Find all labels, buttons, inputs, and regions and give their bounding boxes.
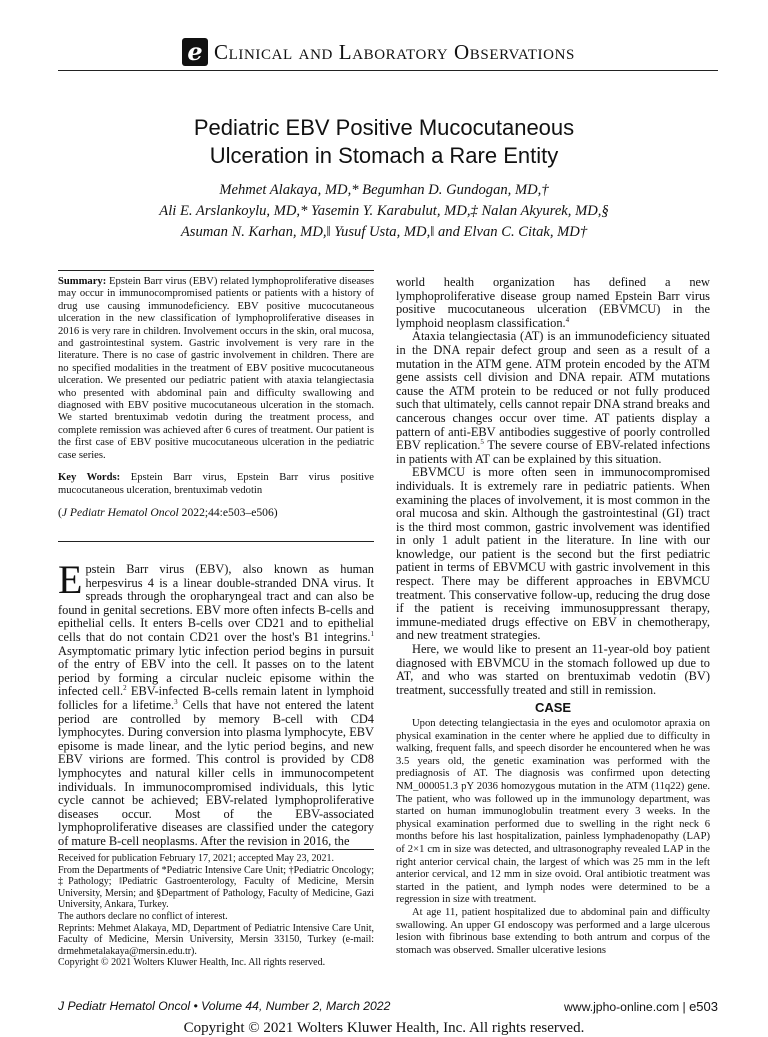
keywords-label: Key Words:	[58, 472, 121, 484]
intro-paragraph-who	[396, 276, 710, 330]
author-line-3: Asuman N. Karhan, MD,‖ Yusuf Usta, MD,‖ and Elvan C. Citak, MD†	[180, 224, 588, 240]
case-paragraph-2: At age 11, patient hospitalized due to abdominal pain and difficulty swallowing. An upper GI endoscopy was performed and a large ulcerous lesion with fibrinous base extending to both antrum and corpus of the stomach was observed. Smaller ulcerative lesions	[396, 906, 710, 956]
ref-1: 1	[370, 629, 374, 638]
footer-journal-info: J Pediatr Hematol Oncol • Volume 44, Number 2, March 2022	[58, 999, 391, 1013]
ref-4: 4	[565, 315, 570, 324]
author-line-1: Mehmet Alakaya, MD,* Begumhan D. Gundogan, MD,†	[219, 182, 549, 198]
case-body	[396, 718, 710, 957]
ref-2: 2	[123, 684, 127, 693]
abstract-block	[58, 276, 374, 519]
intro-left-column	[58, 557, 374, 848]
footer-page-info	[564, 999, 718, 1014]
abstract-top-rule	[58, 270, 374, 271]
summary-label: Summary:	[58, 276, 107, 287]
author-list	[0, 180, 768, 243]
title-line-2: Ulceration in Stomach a Rare Entity	[209, 143, 559, 168]
footer-website-link[interactable]: www.jpho-online.com	[563, 1000, 680, 1014]
intro-text-1b: Asymptomatic primary lytic infection period begins in pursuit of the entry of EBV into the cell. It passes on to the latent period by forming a circular nucleic episome within the infected cell.	[58, 643, 374, 699]
summary-text: Epstein Barr virus (EBV) related lymphoproliferative diseases may occur in immunocompromised patients or patients with a history of drug use causing immunodeficiency. EBV positive mucocutaneous ulceration in the new classification of lymphoproliferative diseases in 2016 is very rare in children. Involvement occurs in the skin, oral mucosa, and gastrointestinal system. Gastric involvement is very rare in the literature. There is no case of gastric involvement in children. There are no specified modalities in the treatment of EBV positive mucocutaneous ulceration. We presented our pediatric patient with ataxia telangiectasia who presented with abdominal pain and difficulty swallowing and diagnosed with EBV positive mucocutaneous ulceration in the stomach. We started brentuximab vedotin during the treatment process, and complete remission was achieved after 6 cures of treatment. Our patient is the first case of EBV positive mucocutaneous ulceration in the pediatric case series.	[58, 276, 374, 461]
ref-5: 5	[480, 438, 484, 446]
footnote-conflict: The authors declare no conflict of interest.	[58, 910, 228, 922]
footnote-affiliations: From the Departments of *Pediatric Intensive Care Unit; †Pediatric Oncology; ‡Pathology; ‖Pediatric Gastroenterology, Faculty of Medicine, Mersin University, Mersin; and §Department of Pathology, Faculty of Medicine, Gazi University, Ankara, Turkey.	[58, 864, 374, 911]
intro-paragraph-at	[396, 330, 710, 466]
footnote-rule	[58, 849, 374, 850]
footer-separator: |	[679, 1000, 690, 1014]
footnote-received: Received for publication February 17, 2021; accepted May 23, 2021.	[58, 853, 335, 864]
citation-journal: J Pediatr Hematol Oncol	[61, 505, 179, 519]
intro-text-1: pstein Barr virus (EBV), also known as human herpesvirus 4 is a linear double-stranded DNA virus. It spreads through the oropharyngeal tract and can also be found in genital secretions. EBV more often infects B-cells and epithelial cells. It enters B-cells over CD21 and to epithelial cells that do not contain CD21 over the host's B1 integrins.	[58, 562, 374, 644]
abstract-bottom-rule	[58, 541, 374, 542]
who-text: world health organization has defined a new lymphoproliferative disease group named Epstein Barr virus positive mucocutaneous ulceration (EBVMCU) in the lymphoid neoplasm classification.	[396, 275, 710, 330]
header-rule	[58, 70, 718, 71]
citation-details: 2022;44:e503–e506	[181, 505, 274, 519]
ref-3: 3	[174, 697, 178, 706]
citation-paragraph: (J Pediatr Hematol Oncol 2022;44:e503–e506)	[58, 505, 278, 519]
journal-logo: e	[182, 38, 208, 66]
footnotes-block	[58, 853, 374, 969]
case-heading: CASE	[534, 700, 572, 715]
footnote-reprints: Reprints: Mehmet Alakaya, MD, Department of Pediatric Intensive Care Unit, Faculty of Medicine, Mersin University, Mersin 33150, Turkey (e-mail: drmehmetalakaya@mersin.edu.tr).	[58, 922, 374, 957]
intro-right-column	[396, 276, 710, 697]
page-copyright: Copyright © 2021 Wolters Kluwer Health, Inc. All rights reserved.	[183, 1020, 585, 1036]
section-label: Clinical and Laboratory Observations	[214, 40, 575, 64]
intro-text-1c: EBV-infected B-cells remain latent in lymphoid follicles for a lifetime.	[58, 684, 374, 712]
footnote-copyright: Copyright © 2021 Wolters Kluwer Health, Inc. All rights reserved.	[58, 957, 326, 969]
drop-cap: E	[58, 557, 83, 602]
author-line-2: Ali E. Arslankoylu, MD,* Yasemin Y. Karabulut, MD,‡ Nalan Akyurek, MD,§	[159, 203, 609, 219]
page-number: e503	[689, 999, 718, 1014]
intro-text-1d: Cells that have not entered the latent period are controlled by memory B-cell with CD4 lymphocytes. During conversion into plasma lymphocyte, EBV episome is made linear, and the lytic period begins, and new EBV virions are formed. This control is provided by CD8 lymphocytes and natural killer cells in immunocompetent individuals. In immunocompromised individuals, this lytic cycle cannot be achieved; EBV-related lymphoproliferative diseases occur. Most of the EBV-associated lymphoproliferative diseases are classified under the category of mature B-cell neoplasms. After the revision in 2016, the	[58, 697, 374, 848]
keywords-paragraph	[58, 472, 374, 497]
summary-paragraph	[58, 276, 374, 462]
case-paragraph-1: Upon detecting telangiectasia in the eyes and oculomotor apraxia on physical examination in the center where he applied due to difficulty in walking, frequent falls, and speech disorder he encountered when he was 3.5 years old, the genetic examination was performed with the prediagnosis of AT. The diagnosis was confirmed upon detecting NM_000051.3 pY 2036 homozygous mutation in the ATM (11q22) gene. The patient, who was followed up in the immunology department, was started on human immunoglobulin treatment every 3 weeks. In the physical examination performed due to swelling in the right neck 6 months before his last hospitalization, painless lymphadenopathy (LAP) of 2×1 cm in size was detected, and ultrasonography revealed LAP in the right anterior cervical chain, the largest of which was 25 mm in the left anterior cervical, and 12 mm in size ovoid. Oral antibiotic treatment was started in the patient, and lymph nodes were determined to be a regression in size with treatment.	[396, 718, 710, 906]
intro-paragraph-ebvmcu: EBVMCU is more often seen in immunocompromised individuals. It is extremely rare in pediatric patients. When examining the places of involvement, it is most common in the oral mucosa and skin. Although the gastrointestinal (GI) tract is the third most common, gastric involvement was identified in only 1 adult patient in the literature. In line with our knowledge, our patient is the second but the first pediatric patient in terms of EBVMCU with gastric involvement in this respect. There may be different approaches in EBVMCU treatment. This conservative follow-up, reducing the drug dose if the patient is receiving immunosuppressant therapy, immune-mediated drugs effective on EBV in chemotherapy, and new treatment strategies.	[396, 465, 710, 643]
keywords-text: Epstein Barr virus, Epstein Barr virus positive mucocutaneous ulceration, brentuximab vedotin	[58, 472, 374, 496]
intro-paragraph-present: Here, we would like to present an 11-year-old boy patient diagnosed with EBVMCU in the stomach followed up due to AT, and who was started on brentuximab vedotin (BV) treatment, successfully treated and still in remission.	[396, 642, 710, 697]
article-title	[0, 114, 768, 170]
title-line-1: Pediatric EBV Positive Mucocutaneous	[193, 115, 575, 140]
at-text-b: The severe course of EBV-related infections in patients with AT can be explained by this situation.	[396, 438, 711, 466]
at-text: Ataxia telangiectasia (AT) is an immunodeficiency situated in the DNA repair defect group and seen as a result of a mutation in the ATM gene. ATM protein encoded by the ATM gene assists cell division and DNA repair. ATM mutations cause the ATM protein to be reduced or not fully produced such that ultimately, cells cannot repair DNA strand breaks and cancerous changes occur over time. AT patients display a pattern of anti-EBV antibodies suggestive of poorly controlled EBV replication.	[396, 329, 710, 453]
intro-paragraph-1	[58, 557, 374, 848]
